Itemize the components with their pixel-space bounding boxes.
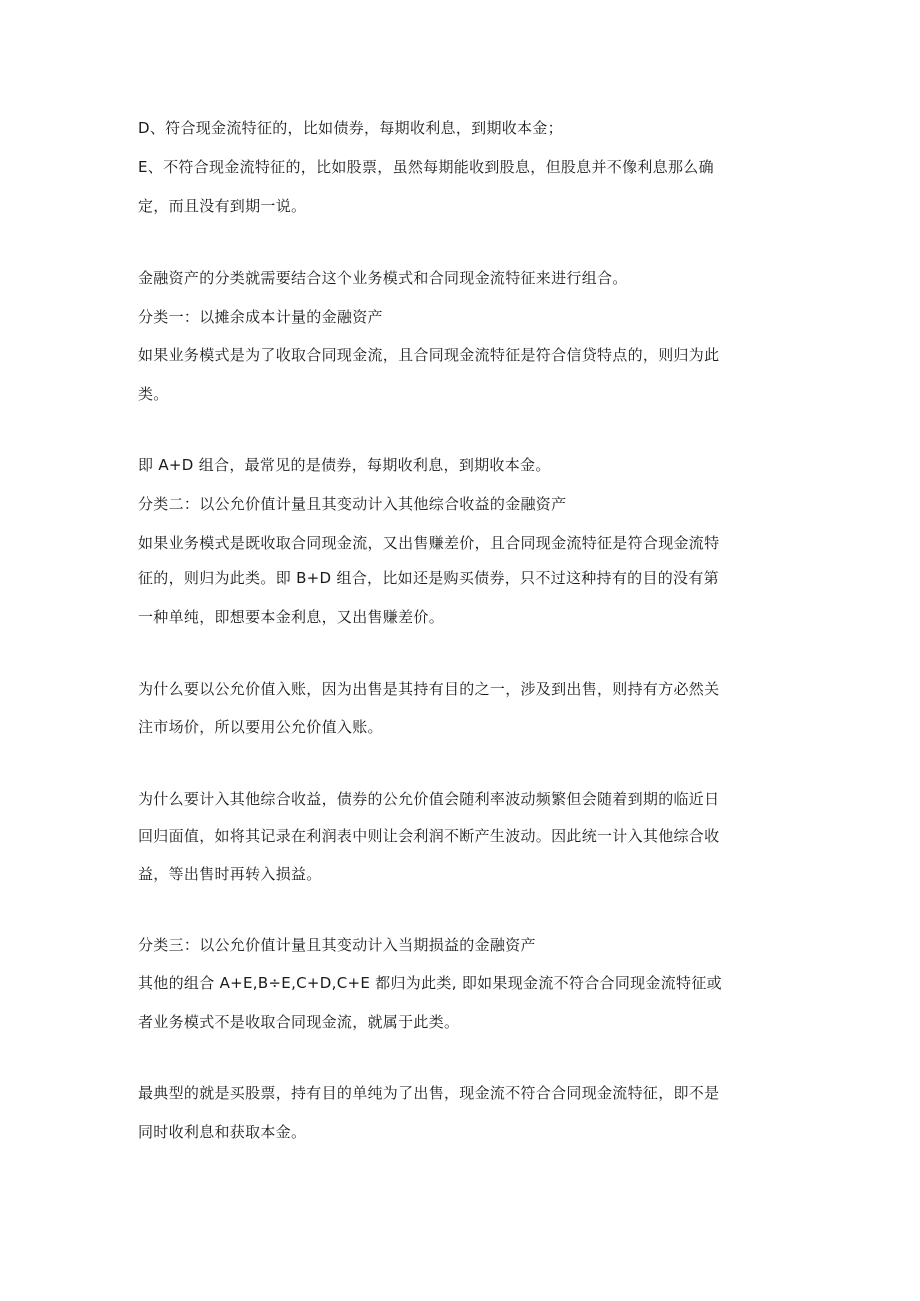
text-line: D、符合现金流特征的，比如债券，每期收利息，到期收本金；: [138, 119, 563, 137]
text-line: 一种单纯，即想要本金利息，又出售赚差价。: [138, 608, 445, 626]
text-line: 即 A+D 组合，最常见的是债券，每期收利息，到期收本金。: [138, 456, 551, 474]
section-heading: 分类三：以公允价值计量且其变动计入当期损益的金融资产: [138, 936, 536, 954]
text-line: 征的，则归为此类。即 B+D 组合，比如还是购买债券，只不过这种持有的目的没有第: [138, 569, 719, 587]
text-line: 同时收利息和获取本金。: [138, 1123, 307, 1141]
section-heading: 分类二：以公允价值计量且其变动计入其他综合收益的金融资产: [138, 495, 567, 513]
text-line: 者业务模式不是收取合同现金流，就属于此类。: [138, 1013, 460, 1031]
text-line: 金融资产的分类就需要结合这个业务模式和合同现金流特征来进行组合。: [138, 269, 628, 287]
text-line: 其他的组合 A+E,B÷E,C+D,C+E 都归为此类, 即如果现金流不符合合同现金流特征或: [138, 974, 722, 992]
text-line: 定，而且没有到期一说。: [138, 197, 307, 215]
text-line: 注市场价，所以要用公允价值入账。: [138, 718, 383, 736]
text-line: 如果业务模式是为了收取合同现金流，且合同现金流特征是符合信贷特点的，则归为此: [138, 346, 720, 364]
text-line: 益，等出售时再转入损益。: [138, 865, 322, 883]
text-line: 最典型的就是买股票，持有目的单纯为了出售，现金流不符合合同现金流特征，即不是: [138, 1084, 720, 1102]
text-line: 如果业务模式是既收取合同现金流，又出售赚差价，且合同现金流特征是符合现金流特: [138, 534, 720, 552]
text-line: 为什么要以公允价值入账，因为出售是其持有目的之一，涉及到出售，则持有方必然关: [138, 680, 720, 698]
text-line: 为什么要计入其他综合收益，债券的公允价值会随利率波动频繁但会随着到期的临近日: [138, 790, 720, 808]
text-line: 类。: [138, 385, 169, 403]
text-line: E、不符合现金流特征的，比如股票，虽然每期能收到股息，但股息并不像利息那么确: [138, 158, 714, 176]
section-heading: 分类一：以摊余成本计量的金融资产: [138, 308, 383, 326]
text-line: 回归面值，如将其记录在利润表中则让会利润不断产生波动。因此统一计入其他综合收: [138, 827, 720, 845]
